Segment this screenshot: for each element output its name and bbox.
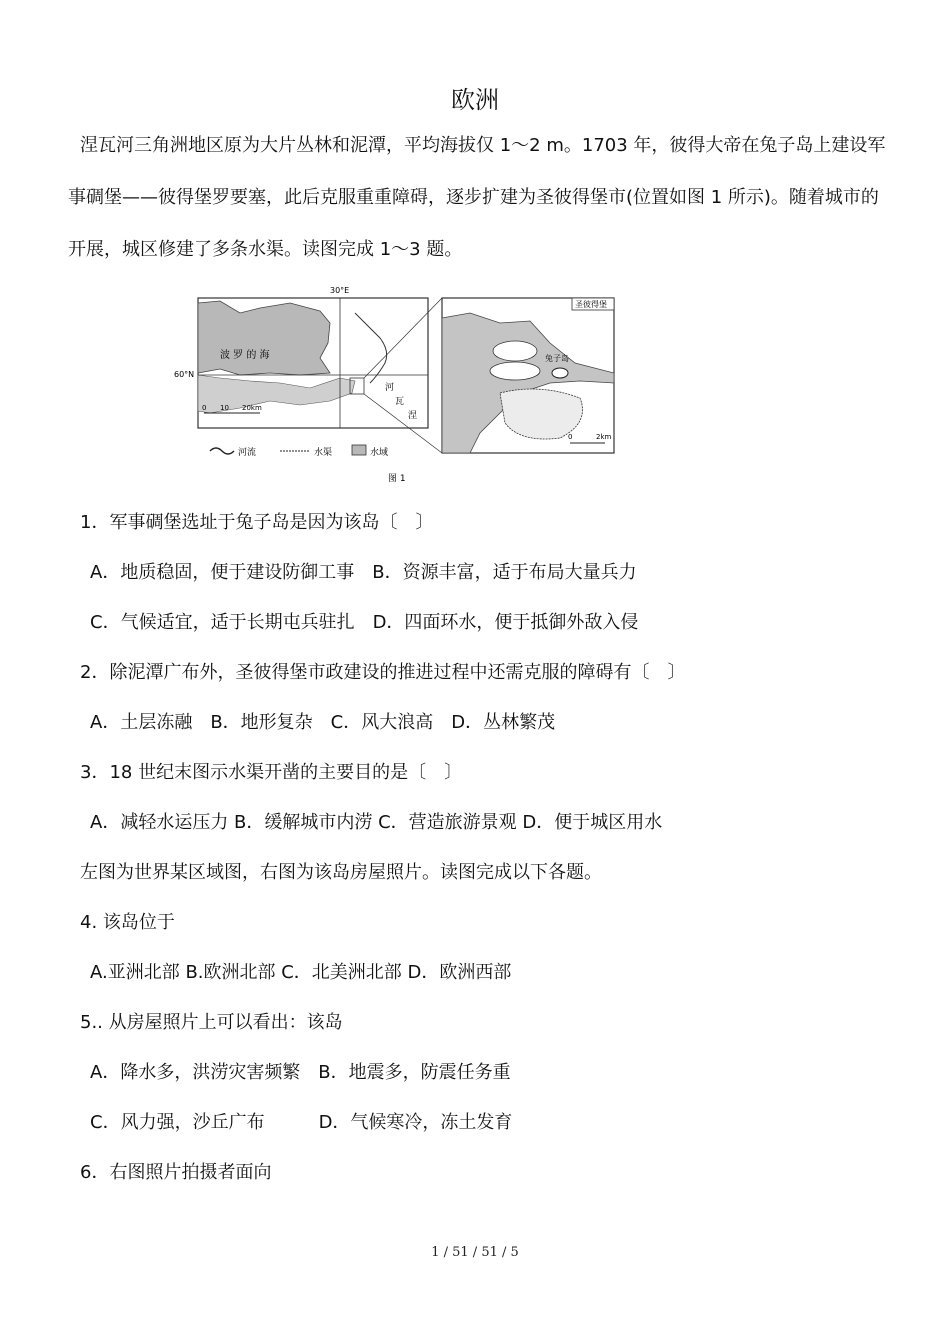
- question-3-stem: 3．18 世纪末图示水渠开凿的主要目的是〔 〕: [80, 762, 463, 783]
- question-2-options: A．土层冻融 B．地形复杂 C．风大浪高 D．丛林繁茂: [90, 712, 556, 733]
- question-1-stem: 1．军事碉堡选址于兔子岛是因为该岛〔 〕: [80, 512, 434, 533]
- question-4-stem: 4. 该岛位于: [80, 912, 175, 933]
- page-title: 欧洲: [451, 86, 499, 114]
- question-2-stem: 2．除泥潭广布外，圣彼得堡市政建设的推进过程中还需克服的障碍有〔 〕: [80, 662, 686, 683]
- figure-caption: 图 1: [388, 474, 406, 484]
- inset-title: 圣彼得堡: [575, 300, 607, 309]
- legend-water-label: 水域: [370, 448, 389, 458]
- question-5-option-line-2: C．风力强，沙丘广布 D．气候寒冷，冻土发育: [90, 1112, 513, 1133]
- scale-left-20: 20km: [242, 404, 262, 412]
- page-footer: 1 / 51 / 51 / 5: [431, 1245, 519, 1260]
- scale-left-10: 10: [220, 404, 229, 412]
- inset-island-1: [493, 341, 537, 361]
- inset-island-2: [490, 362, 540, 380]
- question-1-option-line-2: C．气候适宜，适于长期屯兵驻扎 D．四面环水，便于抵御外敌入侵: [90, 612, 639, 633]
- legend-river-icon: [210, 448, 234, 454]
- scale-right-2: 2km: [596, 433, 612, 441]
- rabbit-island-shape: [552, 368, 568, 378]
- question-5-stem: 5.. 从房屋照片上可以看出：该岛: [80, 1012, 343, 1033]
- legend-canal-label: 水渠: [314, 448, 333, 458]
- legend-water-icon: [352, 445, 366, 455]
- intro-paragraph: 涅瓦河三角洲地区原为大片丛林和泥潭，平均海拔仅 1～2 m。1703 年，彼得大帝在兔子岛上建设军事碉堡——彼得堡罗要塞，此后克服重重障碍，逐步扩建为圣彼得堡市(位置如图 1 所示)。随着城市的开展，城区修建了多条水渠。读图完成 1～3 题。: [68, 135, 886, 260]
- island-label: 兔子岛: [545, 354, 569, 363]
- river-char-1: 河: [385, 383, 395, 393]
- figure-map: [174, 283, 620, 488]
- question-1-option-line-1: A．地质稳固，便于建设防御工事 B．资源丰富，适于布局大量兵力: [90, 562, 637, 583]
- legend-river-label: 河流: [238, 448, 257, 458]
- river-char-3: 涅: [408, 411, 418, 421]
- question-4-options: A.亚洲北部 B.欧洲北部 C．北美洲北部 D．欧洲西部: [90, 962, 512, 983]
- scale-left-0: 0: [202, 404, 207, 412]
- scale-right-0: 0: [568, 433, 573, 441]
- lat-label: 60°N: [174, 370, 195, 379]
- lon-label: 30°E: [330, 286, 350, 295]
- river-char-2: 瓦: [395, 397, 405, 407]
- map-svg: [174, 283, 620, 488]
- section-2-intro: 左图为世界某区域图，右图为该岛房屋照片。读图完成以下各题。: [80, 862, 602, 883]
- question-3-options: A．减轻水运压力 B．缓解城市内涝 C．营造旅游景观 D．便于城区用水: [90, 812, 663, 833]
- question-6-stem: 6．右图照片拍摄者面向: [80, 1162, 272, 1183]
- baltic-sea-area: [198, 301, 330, 375]
- sea-label: 波 罗 的 海: [220, 350, 270, 361]
- question-5-option-line-1: A．降水多，洪涝灾害频繁 B．地震多，防震任务重: [90, 1062, 511, 1083]
